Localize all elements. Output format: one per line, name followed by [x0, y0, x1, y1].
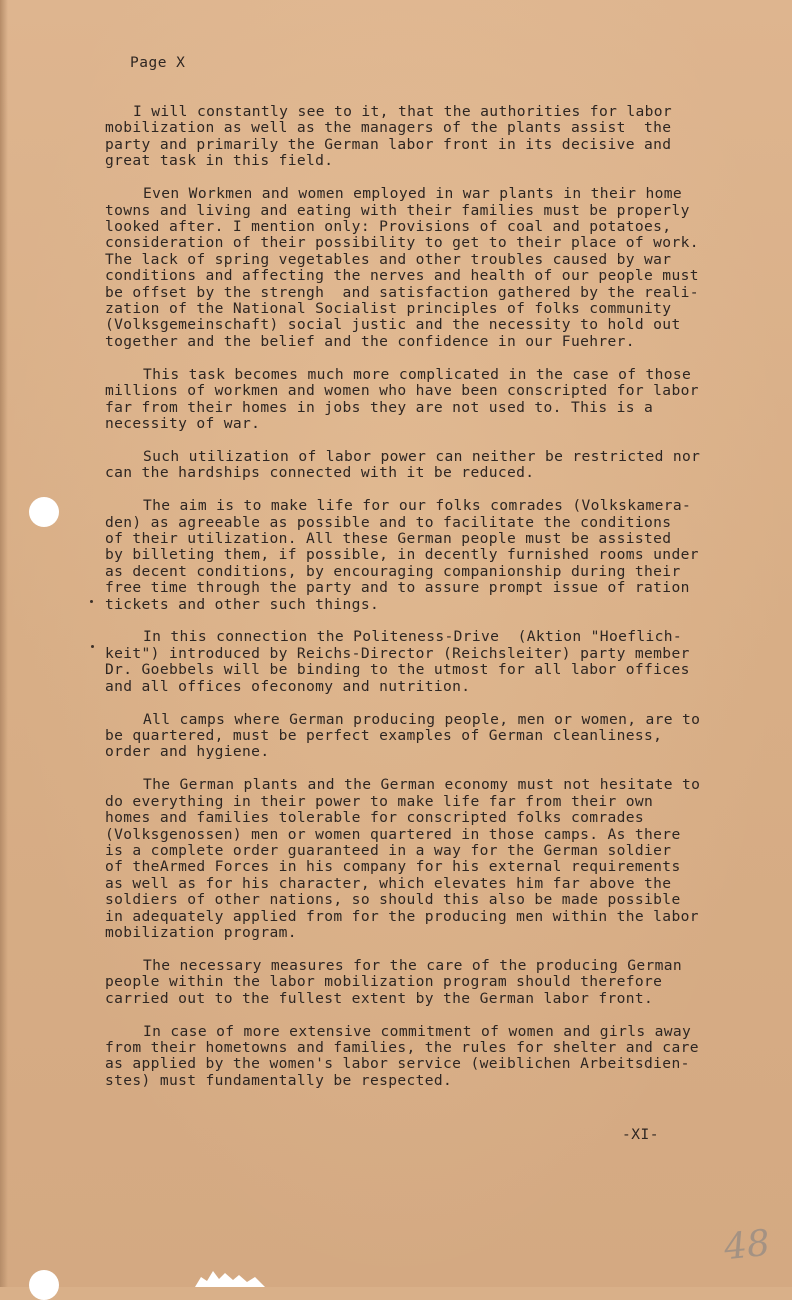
punch-hole-upper	[29, 497, 59, 527]
text-line: as applied by the women's labor service (weiblichen Arbeitsdien-	[105, 1055, 690, 1073]
text-line: as well as for his character, which elevates him far above the	[105, 874, 672, 892]
paragraph	[105, 449, 765, 482]
text-line: from their hometowns and families, the rules for shelter and care	[105, 1039, 699, 1056]
text-line: and all offices ofeconomy and nutrition.	[105, 677, 471, 695]
handwritten-folio-number: 48	[721, 1222, 772, 1269]
text-line: In case of more extensive commitment of women and girls away	[143, 1022, 692, 1040]
document-body	[105, 104, 765, 1106]
text-line: conditions and affecting the nerves and health of our people must	[105, 267, 699, 285]
text-line: together and the belief and the confidence in our Fuehrer.	[105, 332, 635, 350]
text-line: The lack of spring vegetables and other troubles caused by war	[105, 250, 672, 268]
torn-paper-edge	[195, 1265, 265, 1287]
paragraph	[105, 104, 765, 170]
text-line: is a complete order guaranteed in a way for the German soldier	[105, 841, 672, 859]
text-line: be quartered, must be perfect examples of German cleanliness,	[105, 727, 663, 744]
text-line: can the hardships connected with it be reduced.	[105, 464, 535, 482]
ink-speck	[90, 600, 93, 603]
text-line: millions of workmen and women who have been conscripted for labor	[105, 382, 699, 400]
paragraph	[105, 367, 765, 433]
text-line: I will constantly see to it, that the authorities for labor	[133, 103, 673, 120]
page-number: -XI-	[622, 1127, 659, 1143]
text-line: by billeting them, if possible, in decently furnished rooms under	[105, 546, 699, 564]
paragraph	[105, 777, 765, 941]
text-line: as decent conditions, by encouraging companionship during their	[105, 562, 681, 580]
paragraph	[105, 186, 765, 350]
text-line: mobilization program.	[105, 923, 297, 941]
text-line: (Volksgenossen) men or women quartered in those camps. As there	[105, 825, 681, 843]
text-line: necessity of war.	[105, 414, 261, 432]
text-line: consideration of their possibility to get to their place of work.	[105, 234, 699, 252]
text-line: Even Workmen and women employed in war plants in their home	[143, 185, 683, 203]
text-line: of theArmed Forces in his company for his external requirements	[105, 858, 681, 876]
text-line: mobilization as well as the managers of the plants assist the	[105, 119, 672, 137]
text-line: The necessary measures for the care of the producing German	[143, 956, 683, 974]
text-line: The aim is to make life for our folks comrades (Volkskamera-	[143, 497, 692, 515]
text-line: party and primarily the German labor front in its decisive and	[105, 135, 672, 153]
text-line: do everything in their power to make life far from their own	[105, 792, 654, 810]
text-line: far from their homes in jobs they are not used to. This is a	[105, 398, 654, 416]
page-edge-shadow	[0, 0, 8, 1287]
text-line: This task becomes much more complicated in the case of those	[143, 365, 692, 383]
text-line: stes) must fundamentally be respected.	[105, 1071, 453, 1089]
text-line: den) as agreeable as possible and to facilitate the conditions	[105, 513, 672, 531]
text-line: free time through the party and to assure prompt issue of ration	[105, 579, 690, 597]
text-line: carried out to the fullest extent by the German labor front.	[105, 989, 654, 1007]
text-line: people within the labor mobilization program should therefore	[105, 973, 663, 991]
text-line: order and hygiene.	[105, 743, 270, 761]
text-line: in adequately applied from for the producing men within the labor	[105, 907, 699, 925]
text-line: (Volksgemeinschaft) social justic and the necessity to hold out	[105, 316, 681, 334]
text-line: of their utilization. All these German people must be assisted	[105, 529, 672, 547]
text-line: homes and families tolerable for conscripted folks comrades	[105, 809, 645, 827]
paragraph	[105, 629, 765, 695]
paragraph	[105, 958, 765, 1007]
text-line: Dr. Goebbels will be binding to the utmost for all labor offices	[105, 661, 690, 679]
text-line: In this connection the Politeness-Drive (Aktion "Hoeflich-	[143, 628, 683, 646]
paragraph	[105, 1024, 765, 1090]
text-line: The German plants and the German economy must not hesitate to	[143, 776, 701, 794]
punch-hole-lower	[29, 1270, 59, 1300]
text-line: All camps where German producing people, men or women, are to	[143, 710, 701, 728]
text-line: towns and living and eating with their families must be properly	[105, 201, 690, 219]
page-header: Page X	[130, 55, 186, 71]
ink-speck	[91, 645, 94, 648]
text-line: Such utilization of labor power can neither be restricted nor	[143, 447, 701, 465]
text-line: zation of the National Socialist principles of folks community	[105, 299, 672, 317]
paragraph	[105, 712, 765, 761]
text-line: tickets and other such things.	[105, 595, 380, 613]
text-line: keit") introduced by Reichs-Director (Reichsleiter) party member	[105, 644, 690, 662]
text-line: soldiers of other nations, so should this also be made possible	[105, 891, 681, 909]
text-line: great task in this field.	[105, 152, 334, 170]
text-line: looked after. I mention only: Provisions of coal and potatoes,	[105, 217, 672, 235]
paragraph	[105, 498, 765, 613]
text-line: be offset by the strengh and satisfaction gathered by the reali-	[105, 283, 699, 301]
